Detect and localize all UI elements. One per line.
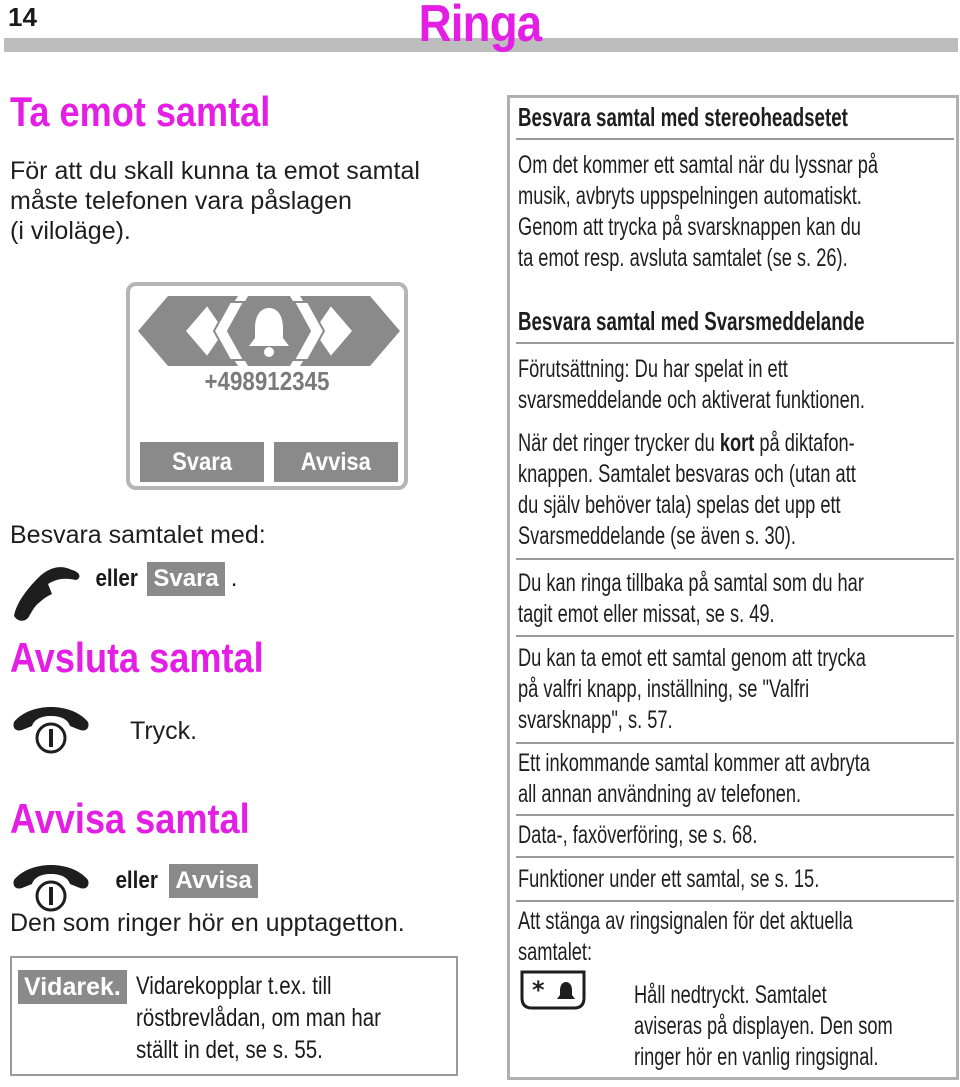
redirect-box	[10, 956, 458, 1076]
divider	[516, 635, 954, 637]
reject-options	[112, 864, 258, 898]
divider	[516, 814, 954, 816]
voicemsg-instruction: När det ringer trycker du kort på diktafon- knappen. Samtalet besvaras och (utan att du själv behöver tala) spelas det upp ett Svarsmeddelande (se även s. 30).	[518, 429, 856, 550]
period: .	[230, 565, 238, 592]
redirect-key[interactable]: Vidarek.	[18, 970, 127, 1004]
info-box	[507, 95, 959, 1080]
bell-icon	[138, 296, 400, 366]
reject-note: Den som ringer hör en upptagetton.	[10, 909, 405, 937]
stereo-text: Om det kommer ett samtal när du lyssnar på musik, avbryts uppspelningen automatiskt. Genom att trycka på svarsknappen kan du ta emot resp. avsluta samtalet (se s. 26).	[518, 151, 879, 272]
divider	[516, 138, 954, 140]
anykey-text: Du kan ta emot ett samtal genom att trycka på valfri knapp, inställning, se "Valfri svarsknapp", s. 57.	[518, 644, 866, 734]
phone-answer-icon	[10, 564, 82, 624]
divider	[516, 900, 954, 902]
receive-heading: Ta emot samtal	[10, 88, 271, 135]
divider	[516, 558, 954, 560]
page-number: 14	[8, 2, 37, 32]
divider	[516, 856, 954, 858]
page-title: Ringa	[418, 0, 542, 53]
or-label: eller	[95, 565, 138, 592]
voicemsg-prereq: Förutsättning: Du har spelat in ett svarsmeddelande och aktiverat funktionen.	[518, 355, 865, 414]
star-key-icon	[518, 968, 588, 1012]
stereo-heading: Besvara samtal med stereoheadsetet	[518, 102, 848, 132]
receive-intro-line: måste telefonen vara påslagen	[10, 187, 352, 215]
receive-intro	[10, 156, 420, 246]
softkey-answer[interactable]: Svara	[140, 442, 264, 482]
end-call-instruction: Tryck.	[130, 717, 198, 745]
data-text: Data-, faxöverföring, se s. 68.	[518, 821, 758, 849]
or-label: eller	[115, 867, 158, 894]
phone-end-icon	[10, 698, 92, 760]
mute-text: Att stänga av ringsignalen för det aktuella samtalet:	[518, 907, 853, 966]
caller-number: +498912345	[204, 366, 330, 396]
answer-options	[92, 562, 237, 596]
answer-key[interactable]: Svara	[147, 562, 224, 596]
receive-intro-line: För att du skall kunna ta emot samtal	[10, 157, 420, 185]
end-call-heading: Avsluta samtal	[10, 634, 264, 681]
softkey-reject[interactable]: Avvisa	[274, 442, 398, 482]
receive-intro-line: (i viloläge).	[10, 217, 131, 245]
mute-instruction: Håll nedtryckt. Samtalet aviseras på displayen. Den som ringer hör en vanlig ringsignal.	[634, 981, 893, 1071]
answer-with-label: Besvara samtalet med:	[10, 521, 266, 549]
callback-text: Du kan ringa tillbaka på samtal som du har tagit emot eller missat, se s. 49.	[518, 569, 864, 628]
functions-text: Funktioner under ett samtal, se s. 15.	[518, 865, 820, 893]
interrupt-text: Ett inkommande samtal kommer att avbryta all annan användning av telefonen.	[518, 749, 870, 808]
svg-text:*: *	[532, 976, 545, 1004]
voicemsg-heading: Besvara samtal med Svarsmeddelande	[518, 306, 865, 336]
reject-key[interactable]: Avvisa	[169, 864, 258, 898]
reject-heading: Avvisa samtal	[10, 795, 250, 842]
divider	[516, 742, 954, 744]
divider	[516, 342, 954, 344]
redirect-text: Vidarekopplar t.ex. till röstbrevlådan, om man har ställt in det, se s. 55.	[136, 972, 381, 1064]
phone-display	[126, 282, 408, 490]
